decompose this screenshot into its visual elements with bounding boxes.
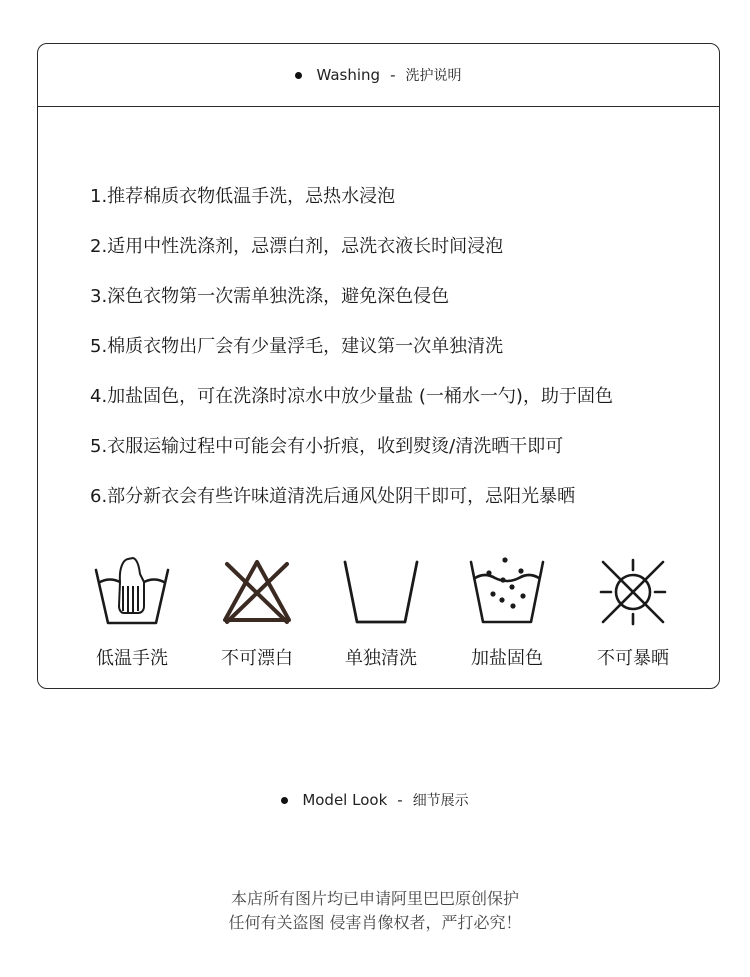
copyright-notice-line: 任何有关盗图 侵害肖像权者，严打必究！ <box>228 913 522 932</box>
model-look-heading-separator: - <box>397 791 403 809</box>
copyright-notice <box>0 887 750 935</box>
care-symbol-wash-tub <box>321 556 441 670</box>
bullet-icon <box>281 797 288 804</box>
hand-wash-icon <box>92 556 172 626</box>
washing-heading-separator: - <box>390 66 396 84</box>
care-symbol-hand-wash <box>72 556 192 670</box>
washing-rule: 5.棉质衣物出厂会有少量浮毛，建议第一次单独清洗 <box>90 336 504 357</box>
model-look-heading <box>281 790 468 810</box>
washing-rule: 2.适用中性洗涤剂，忌漂白剂，忌洗衣液长时间浸泡 <box>90 236 504 257</box>
bullet-icon <box>295 72 302 79</box>
washing-rule: 3.深色衣物第一次需单独洗涤，避免深色侵色 <box>90 286 450 307</box>
salt-wash-icon <box>467 556 547 626</box>
washing-card <box>37 43 720 689</box>
washing-header <box>38 44 719 107</box>
care-symbol-label: 单独清洗 <box>345 648 417 669</box>
washing-rule: 5.衣服运输过程中可能会有小折痕，收到熨烫/清洗晒干即可 <box>90 436 564 457</box>
care-symbol-label: 加盐固色 <box>471 648 543 669</box>
model-look-heading-zh: 细节展示 <box>412 793 469 809</box>
model-look-section <box>0 790 750 810</box>
washing-heading-zh: 洗护说明 <box>405 68 462 84</box>
care-symbols <box>38 556 719 686</box>
wash-tub-icon <box>341 556 421 626</box>
washing-rule: 6.部分新衣会有些许味道清洗后通风处阴干即可，忌阳光暴晒 <box>90 486 576 507</box>
care-symbol-label: 不可暴晒 <box>597 648 669 669</box>
washing-heading <box>295 65 461 85</box>
no-sun-icon <box>593 556 673 626</box>
care-symbol-label: 低温手洗 <box>96 648 168 669</box>
washing-rule: 4.加盐固色，可在洗涤时凉水中放少量盐 (一桶水一勺)，助于固色 <box>90 386 613 407</box>
care-symbol-no-bleach <box>197 556 317 670</box>
washing-rules-list <box>90 172 613 522</box>
care-symbol-no-sun <box>573 556 693 670</box>
copyright-notice-line: 本店所有图片均已申请阿里巴巴原创保护 <box>230 889 519 908</box>
washing-heading-en: Washing <box>316 66 381 84</box>
no-bleach-icon <box>217 556 297 626</box>
care-symbol-salt-wash <box>447 556 567 670</box>
model-look-heading-en: Model Look <box>302 791 388 809</box>
care-symbol-label: 不可漂白 <box>221 648 293 669</box>
washing-rule: 1.推荐棉质衣物低温手洗，忌热水浸泡 <box>90 186 396 207</box>
